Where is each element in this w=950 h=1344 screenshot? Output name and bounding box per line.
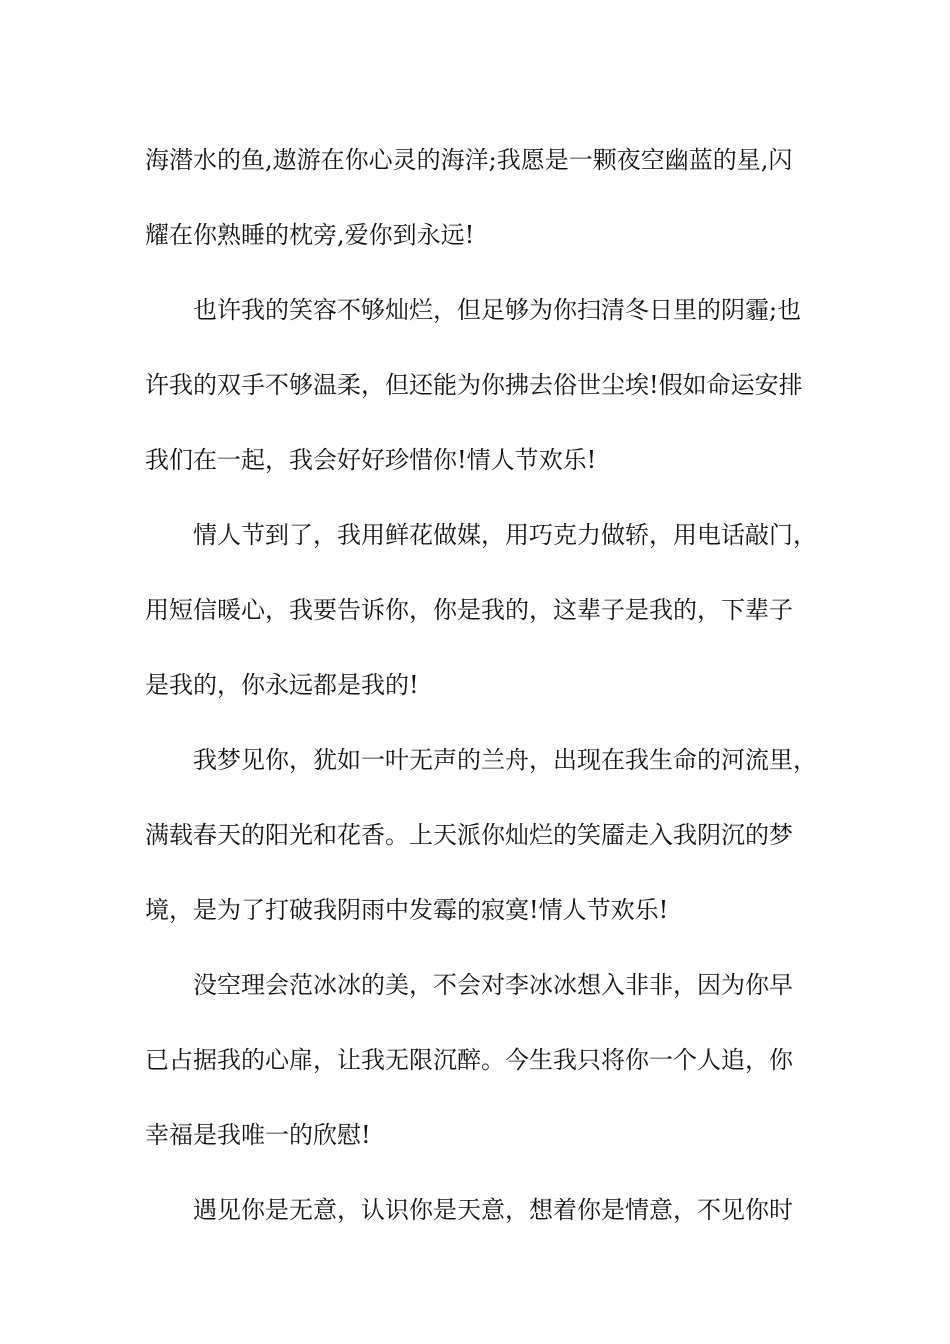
paragraph-line: 幸福是我唯一的欣慰! xyxy=(145,1121,371,1149)
paragraph-5 xyxy=(145,948,825,1173)
paragraph-line: 是我的，你永远都是我的! xyxy=(145,671,419,699)
paragraph-line: 许我的双手不够温柔，但还能为你拂去俗世尘埃!假如命运安排 xyxy=(145,371,803,399)
paragraph-line: 我们在一起，我会好好珍惜你!情人节欢乐! xyxy=(145,446,597,474)
paragraph-line: 用短信暖心，我要告诉你，你是我的，这辈子是我的，下辈子 xyxy=(145,596,793,624)
paragraph-2 xyxy=(145,273,825,498)
paragraph-line: 遇见你是无意，认识你是天意，想着你是情意，不见你时 xyxy=(193,1196,793,1224)
paragraph-line: 境，是为了打破我阴雨中发霉的寂寞!情人节欢乐! xyxy=(145,896,669,924)
paragraph-line: 也许我的笑容不够灿烂，但足够为你扫清冬日里的阴霾;也 xyxy=(193,296,802,324)
paragraph-line: 没空理会范冰冰的美，不会对李冰冰想入非非，因为你早 xyxy=(193,971,793,999)
paragraph-line: 海潜水的鱼,遨游在你心灵的海洋;我愿是一颗夜空幽蓝的星,闪 xyxy=(145,146,793,174)
paragraph-4 xyxy=(145,723,825,948)
paragraph-3 xyxy=(145,498,825,723)
paragraph-line: 耀在你熟睡的枕旁,爱你到永远! xyxy=(145,221,475,249)
paragraph-line: 满载春天的阳光和花香。上天派你灿烂的笑靥走入我阴沉的梦 xyxy=(145,821,793,849)
paragraph-1 xyxy=(145,123,825,273)
paragraph-line: 情人节到了，我用鲜花做媒，用巧克力做轿，用电话敲门， xyxy=(193,521,817,549)
document-body xyxy=(145,123,825,1248)
paragraph-6 xyxy=(145,1173,825,1248)
paragraph-line: 已占据我的心扉，让我无限沉醉。今生我只将你一个人追，你 xyxy=(145,1046,793,1074)
paragraph-line: 我梦见你，犹如一叶无声的兰舟，出现在我生命的河流里， xyxy=(193,746,817,774)
